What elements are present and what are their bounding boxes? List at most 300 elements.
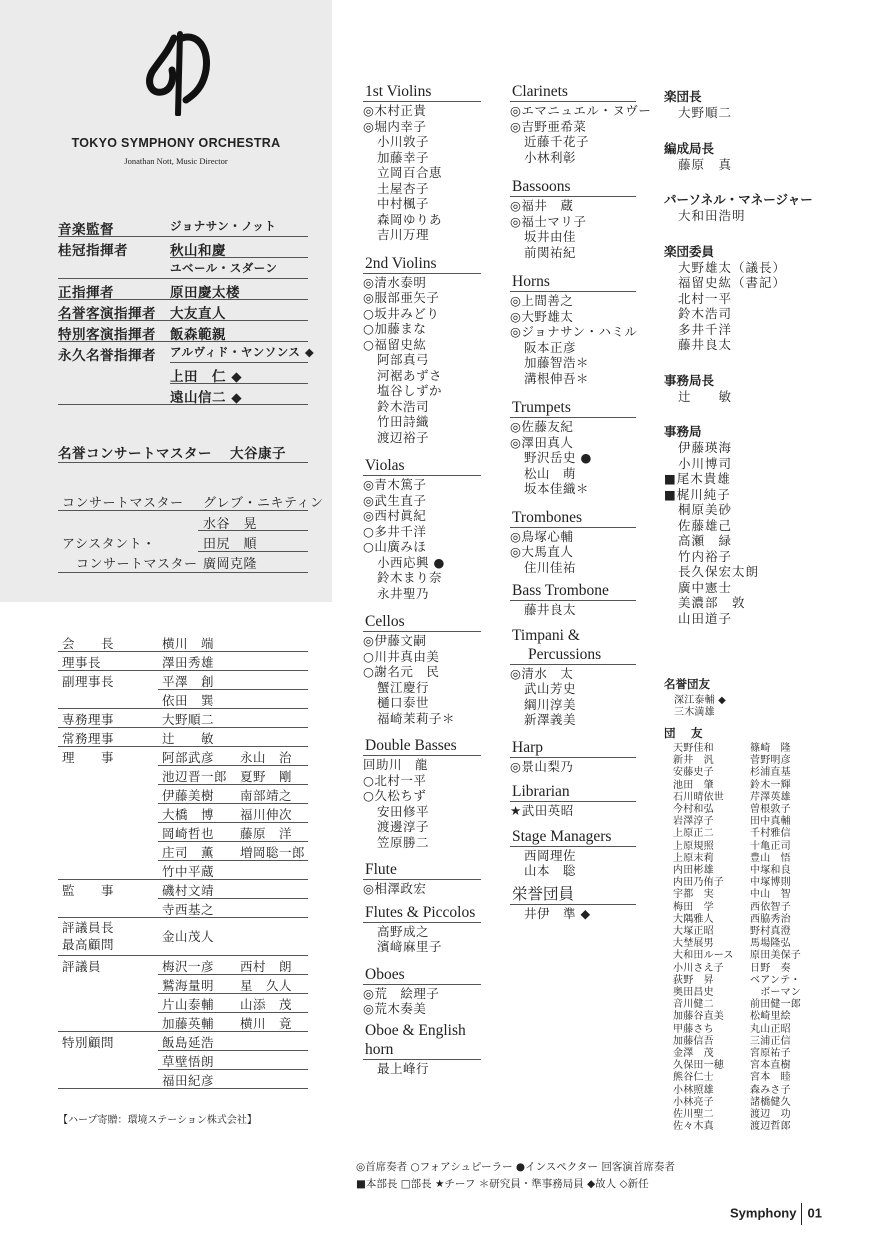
section-header <box>510 626 636 665</box>
board-member: 永山 治 <box>240 750 293 765</box>
admin-name: 北村一平 <box>678 290 733 306</box>
friend-name: 加藤谷直美 <box>673 1011 724 1023</box>
member-name: 新澤義美 <box>524 712 577 727</box>
section-block <box>363 860 481 897</box>
friend-name: 宮原祐子 <box>750 1048 791 1060</box>
honorary-cm-title: 名誉コンサートマスター <box>58 446 212 462</box>
section-header <box>363 612 481 632</box>
admin-title: 事務局 <box>664 424 702 439</box>
section-header <box>510 177 636 197</box>
member-name: 西岡理佐 <box>524 847 577 863</box>
friend-name: 杉浦直基 <box>750 767 791 779</box>
friend-name: 上原規照 <box>673 840 714 852</box>
friend-name: 内田乃侑子 <box>673 877 724 889</box>
leadership-title: 永久名誉指揮者 <box>58 348 156 364</box>
section-block <box>363 82 481 243</box>
member-name: 武山芳史 <box>524 681 577 696</box>
leadership-name: ユベール・スダーン <box>170 261 278 275</box>
honorary-member: 三木満雄 <box>674 707 715 719</box>
leadership-title: 正指揮者 <box>58 285 114 301</box>
admin-name: 竹内裕子 <box>678 548 733 564</box>
section-title: Horns <box>512 273 550 290</box>
member-name: 森岡ゆりあ <box>377 211 443 227</box>
member-name: ○坂井みどり <box>363 305 440 321</box>
section-header <box>510 782 636 802</box>
page-number: 01 <box>807 1205 822 1221</box>
leadership-name: 大友直人 <box>170 306 226 322</box>
friend-name: 中塚和良 <box>750 865 791 877</box>
admin-name: 高瀬 緑 <box>678 533 733 548</box>
member-name: ○久松ちず <box>363 788 427 803</box>
admin-title: 編成局長 <box>664 140 715 156</box>
friend-name: 中塚博則 <box>750 877 791 889</box>
section-block <box>510 885 636 922</box>
section-block <box>510 177 636 260</box>
member-name: 溝根伸吾＊ <box>524 370 590 386</box>
board-title: 評議員長 <box>62 920 115 935</box>
friend-name: 安藤史子 <box>673 767 714 779</box>
member-name: 永井聖乃 <box>377 585 430 601</box>
board-member: 片山泰輔 <box>162 997 215 1012</box>
board-member: 平澤 創 <box>162 674 215 689</box>
member-name: 塩谷しずか <box>377 383 443 398</box>
admin-name: 辻 敏 <box>678 388 733 404</box>
leadership-name: 原田慶太楼 <box>170 285 240 301</box>
asst-concertmaster-name: 廣岡克隆 <box>203 557 258 572</box>
member-name: 小川敦子 <box>377 134 430 149</box>
section-block <box>363 965 481 1017</box>
leadership-name: 上田 仁 ◆ <box>170 369 243 385</box>
leadership-row <box>58 323 226 343</box>
friend-name: 宇都 実 <box>673 889 714 901</box>
board-member: 岡崎哲也 <box>162 826 215 841</box>
section-title: Oboe & English horn <box>365 1021 466 1058</box>
friend-name: 西脇秀治 <box>750 913 791 925</box>
member-name: ◎武生直子 <box>363 492 427 508</box>
friend-name: 梅田 学 <box>673 901 714 913</box>
section-title: Clarinets <box>512 83 568 100</box>
admin-title: 楽団長 <box>664 89 702 104</box>
member-name: ◎木村正貴 <box>363 103 427 118</box>
leadership-title: 特別客演指揮者 <box>58 327 156 343</box>
admin-name: 藤原 真 <box>678 156 733 172</box>
section-block <box>510 398 636 497</box>
friend-name: 荻野 昇 <box>673 974 714 986</box>
member-name: ◎福井 蔵 <box>510 198 574 213</box>
harp-donation-note: 【ハープ寄贈：環境ステーション株式会社】 <box>58 1115 257 1126</box>
page-footer <box>730 1203 822 1225</box>
friend-name: 大塚正昭 <box>673 926 714 938</box>
board-title: 専務理事 <box>62 712 115 727</box>
member-name: 加藤智浩＊ <box>524 355 590 370</box>
friend-name: 佐川聖二 <box>673 1109 714 1121</box>
leadership-name: 秋山和慶 <box>170 243 226 259</box>
board-member: 夏野 剛 <box>240 769 293 784</box>
member-name: ◎青木篤子 <box>363 477 427 492</box>
member-name: 福崎茉莉子＊ <box>377 710 456 726</box>
member-name: ◎大野雄太 <box>510 308 574 324</box>
friend-name: 加藤信吾 <box>673 1035 714 1047</box>
leadership-row <box>58 302 226 322</box>
board-title: 副理事長 <box>62 674 115 689</box>
friend-name: 上原末莉 <box>673 852 714 864</box>
member-name: 住川佳祐 <box>524 559 577 575</box>
admin-name: 長久保宏太朗 <box>678 564 760 579</box>
section-header <box>510 738 636 758</box>
admin-name: 藤井良太 <box>678 337 733 352</box>
admin-name: 鈴木浩司 <box>678 306 733 321</box>
member-name: ◎荒木奏美 <box>363 1001 427 1016</box>
member-name: 井伊 準 ◆ <box>524 905 591 921</box>
board-title: 監 事 <box>62 883 115 898</box>
footer-label: Symphony <box>730 1205 797 1221</box>
leadership-name: 遠山信二 ◆ <box>170 390 243 406</box>
board-member: 福田紀彦 <box>162 1073 215 1088</box>
friend-name: 森みさ子 <box>750 1084 791 1096</box>
board-member: 鷲海量明 <box>162 978 215 993</box>
member-name: 坂井由佳 <box>524 229 577 244</box>
section-title: Double Basses <box>365 737 457 754</box>
legend-line-2: ■本部長 □部長 ★チーフ ＊研究員・準事務局員 ◆故人 ◇新任 <box>356 1178 649 1190</box>
board-title: 特別顧問 <box>62 1035 115 1050</box>
friend-name: 上原正二 <box>673 828 714 840</box>
concertmaster-title: コンサートマスター <box>62 496 184 511</box>
section-header <box>510 398 636 418</box>
board-member: 山添 茂 <box>240 997 293 1012</box>
friend-name: 松崎里絵 <box>750 1011 791 1023</box>
friend-name: 曽根敦子 <box>750 804 791 816</box>
member-name: 最上峰行 <box>377 1060 430 1076</box>
leadership-title: 名誉客演指揮者 <box>58 306 156 322</box>
board-member: 梅沢一彦 <box>162 959 215 974</box>
admin-name: ■梶川純子 <box>664 486 731 502</box>
friend-name: 渡辺哲郎 <box>750 1121 791 1133</box>
member-name: ◎清水泰明 <box>363 274 427 290</box>
member-name: 濱﨑麻里子 <box>377 939 443 954</box>
admin-title: 楽団委員 <box>664 243 715 259</box>
section-header <box>363 860 481 880</box>
friend-name: 豊山 悟 <box>750 852 791 864</box>
member-name: 鈴木まり奈 <box>377 570 443 585</box>
admin-block <box>664 244 844 353</box>
admin-title: パーソネル・マネージャー <box>664 192 813 207</box>
asst-concertmaster-title: コンサートマスター <box>76 557 198 572</box>
admin-name: ■尾木貴雄 <box>664 471 731 486</box>
friend-name: 中山 智 <box>750 889 791 901</box>
member-name: ★武田英昭 <box>510 803 574 818</box>
section-title: Timpani & <box>512 626 580 644</box>
legend-line-1: ◎首席奏者 ○フォアシュピーラー ●インスペクター 回客演首席奏者 <box>356 1161 675 1173</box>
board-title: 常務理事 <box>62 731 115 746</box>
friend-name: 馬場隆弘 <box>750 938 791 950</box>
board-member: 磯村文靖 <box>162 883 215 898</box>
admin-name: 大和田浩明 <box>678 208 746 223</box>
admin-title: 事務局長 <box>664 372 715 388</box>
section-header <box>363 903 481 923</box>
admin-name: 廣中憲士 <box>678 579 733 595</box>
board-title: 評議員 <box>62 959 102 974</box>
friend-name: 西依智子 <box>750 901 791 913</box>
section-header <box>510 827 636 847</box>
friend-name: 大埜展男 <box>673 938 714 950</box>
member-name: ◎相澤政宏 <box>363 881 427 896</box>
honorary-members <box>664 676 844 741</box>
friend-name: 田中真輔 <box>750 816 791 828</box>
member-name: ◎鳥塚心輔 <box>510 528 574 544</box>
member-name: 小林利彰 <box>524 149 577 165</box>
friend-name: 篠崎 隆 <box>750 743 791 754</box>
member-name: 坂本佳織＊ <box>524 481 590 496</box>
member-name: 渡辺裕子 <box>377 429 430 445</box>
section-block <box>510 626 636 728</box>
leadership-name: ジョナサン・ノット <box>170 219 277 233</box>
board-member: 横川 竟 <box>240 1016 293 1031</box>
board-member: 寺西基之 <box>162 902 215 917</box>
board-member: 飯島延浩 <box>162 1035 215 1050</box>
section-title: Flute <box>365 861 397 878</box>
friend-name: ボーマン <box>750 987 801 999</box>
section-title: Flutes & Piccolos <box>365 903 476 921</box>
member-name: ◎堀内幸子 <box>363 118 427 134</box>
administration-column <box>664 89 844 626</box>
friend-name: 内田彬雄 <box>673 865 714 877</box>
section-header <box>510 508 636 528</box>
board-member: 大野順二 <box>162 712 215 727</box>
board-member: 南部靖之 <box>240 788 293 803</box>
board-member: 庄司 薫 <box>162 845 215 860</box>
member-name: 綱川淳美 <box>524 696 577 712</box>
member-name: ◎エマニュエル・ヌヴー <box>510 103 652 118</box>
friend-name: 渡辺 功 <box>750 1109 791 1121</box>
member-name: ◎佐藤友紀 <box>510 419 574 434</box>
leadership-title: 音楽監督 <box>58 222 114 238</box>
friend-name: 音川健二 <box>673 999 714 1011</box>
section-header <box>363 965 481 985</box>
section-title: Bassoons <box>512 178 571 195</box>
friend-name: 岩澤淳子 <box>673 816 714 828</box>
friend-name: 三浦正信 <box>750 1035 791 1047</box>
board-title: 最高顧問 <box>62 937 115 952</box>
member-name: ◎西村眞紀 <box>363 508 427 523</box>
board-member: 池辺晋一郎 <box>162 769 228 784</box>
section-title: Librarian <box>512 783 570 800</box>
member-name: ◎伊藤文嗣 <box>363 633 427 648</box>
member-name: 笠原勝二 <box>377 834 430 850</box>
section-header <box>363 456 481 476</box>
member-name: 山本 聡 <box>524 863 577 878</box>
section-header <box>510 82 636 102</box>
section-block <box>510 82 652 165</box>
section-header <box>363 254 481 274</box>
member-name: 近藤千花子 <box>524 134 590 149</box>
friend-name: 久保田一穂 <box>673 1060 724 1072</box>
member-name: ◎清水 太 <box>510 665 574 681</box>
section-block <box>363 456 481 601</box>
section-title: Cellos <box>365 613 405 630</box>
friend-name: 金澤 茂 <box>673 1048 714 1060</box>
section-title: Trombones <box>512 508 583 526</box>
leadership-row <box>58 218 277 238</box>
section-header <box>363 82 481 102</box>
member-name: 高野成之 <box>377 923 430 939</box>
friend-name: 奥田昌史 <box>673 987 714 999</box>
member-name: ◎吉野亜希菜 <box>510 118 587 134</box>
friend-name: 今村和弘 <box>673 804 714 816</box>
section-title: 1st Violins <box>365 83 432 100</box>
friend-name: 天野佳和 <box>673 743 714 754</box>
board-member: 辻 敏 <box>162 731 215 746</box>
section-title: Oboes <box>365 965 405 983</box>
friend-name: 熊谷仁士 <box>673 1072 714 1084</box>
asst-concertmaster-title: アシスタント・ <box>62 537 156 552</box>
section-block <box>510 272 636 386</box>
member-name: 立岡百合恵 <box>377 165 443 180</box>
admin-name: 美濃部 敦 <box>678 595 746 610</box>
friend-name: 鈴木一輝 <box>750 779 791 791</box>
section-title: Stage Managers <box>512 827 612 845</box>
friend-name: 芹澤英雄 <box>750 791 791 803</box>
section-title: Violas <box>365 457 405 474</box>
friends-list-left <box>673 743 734 1134</box>
member-name: 前関祐紀 <box>524 244 577 260</box>
admin-name: 福留史紘（書記） <box>678 275 787 290</box>
member-name: 藤井良太 <box>524 602 577 617</box>
board-member: 金山茂人 <box>162 929 215 944</box>
board-member: 竹中平蔵 <box>162 864 215 879</box>
friend-name: 小川さえ子 <box>673 962 724 974</box>
admin-block <box>664 141 844 173</box>
member-name: 河裾あずさ <box>377 367 443 383</box>
section-block <box>510 581 636 618</box>
friends-title: 団 友 <box>664 726 705 741</box>
admin-block <box>664 373 844 405</box>
admin-block <box>664 89 844 121</box>
member-name: ◎ジョナサン・ハミル <box>510 324 638 339</box>
friend-name: 千村雅信 <box>750 828 791 840</box>
member-name: 回助川 龍 <box>363 757 429 772</box>
leadership-title: 桂冠指揮者 <box>58 243 128 259</box>
member-name: 鈴木浩司 <box>377 398 430 414</box>
member-name: ◎福士マリ子 <box>510 213 587 229</box>
board-member: 大橋 博 <box>162 807 215 822</box>
member-name: 小西応興 ● <box>377 554 445 570</box>
admin-name: 佐藤雄己 <box>678 517 733 533</box>
section-block <box>510 738 636 775</box>
honorary-members-title: 名誉団友 <box>664 677 710 691</box>
admin-name: 多井千洋 <box>678 321 733 337</box>
member-name: ◎澤田真人 <box>510 434 574 450</box>
section-title: Harp <box>512 738 543 756</box>
section-block <box>363 736 481 850</box>
asst-concertmaster-name: 田尻 順 <box>203 537 258 552</box>
friend-name: 甲藤さち <box>673 1023 714 1035</box>
friend-name: 菅野明彦 <box>750 755 791 767</box>
section-block <box>363 903 481 955</box>
section-header <box>510 885 636 905</box>
admin-name: 大野順二 <box>678 105 733 120</box>
member-name: ◎服部亜矢子 <box>363 290 440 305</box>
board-member: 星 久人 <box>240 978 293 993</box>
section-block <box>510 508 636 576</box>
board-member: 福川伸次 <box>240 807 293 822</box>
section-title: Percussions <box>528 645 602 663</box>
member-name: ○山廣みほ <box>363 539 427 554</box>
leadership-name: アルヴィド・ヤンソンス ◆ <box>170 345 315 359</box>
member-name: ○加藤まな <box>363 321 427 336</box>
section-header <box>510 581 636 601</box>
member-name: ○北村一平 <box>363 772 427 788</box>
section-header <box>363 1021 481 1060</box>
friend-name: 前田健一郎 <box>750 999 801 1011</box>
board-title: 会 長 <box>62 636 115 651</box>
friend-name: 原田美保子 <box>750 950 801 962</box>
musicians-column-1 <box>363 82 481 1076</box>
board-member: 加藤英輔 <box>162 1016 215 1031</box>
board-member: 増岡聡一郎 <box>240 845 306 860</box>
member-name: 加藤幸子 <box>377 149 430 165</box>
section-block <box>510 827 636 879</box>
member-name: 樋口泰世 <box>377 695 430 710</box>
board-member: 阿部武彦 <box>162 750 215 765</box>
friend-name: 日野 奏 <box>750 962 791 974</box>
member-name: 阿部真弓 <box>377 352 430 367</box>
friend-name: 諸橋健久 <box>750 1096 791 1108</box>
concertmaster-name: グレブ・ニキティン <box>203 496 324 511</box>
member-name: 中村楓子 <box>377 196 430 211</box>
section-block <box>363 254 481 446</box>
member-name: 渡邊淳子 <box>377 819 430 834</box>
section-header <box>363 736 481 756</box>
member-name: 土屋杏子 <box>377 180 430 196</box>
friend-name: 丸山正昭 <box>750 1023 791 1035</box>
member-name: ◎荒 絵理子 <box>363 985 440 1001</box>
board-member: 草壁悟朗 <box>162 1054 215 1069</box>
board-member: 西村 朗 <box>240 959 293 974</box>
honorary-cm-name: 大谷康子 <box>230 446 286 462</box>
leadership-row <box>58 344 315 364</box>
member-name: 吉川万理 <box>377 227 430 242</box>
board-member: 依田 巽 <box>162 693 215 708</box>
friend-name: 十亀正司 <box>750 840 791 852</box>
admin-name: 山田道子 <box>678 610 733 626</box>
member-name: 竹田詩織 <box>377 414 430 429</box>
section-block <box>363 612 481 726</box>
music-director-line: Jonathan Nott, Music Director <box>124 156 228 166</box>
friend-name: 佐々木真 <box>673 1121 714 1133</box>
board-member: 横川 端 <box>162 636 215 651</box>
section-title: 栄誉団員 <box>512 885 575 903</box>
admin-block <box>664 424 844 626</box>
section-header <box>510 272 636 292</box>
friend-name: 大和田ルース <box>673 950 734 962</box>
leadership-row <box>58 239 226 259</box>
board-title: 理 事 <box>62 750 115 765</box>
friend-name: 野村真澄 <box>750 926 791 938</box>
friend-name: ベアンテ・ <box>750 974 801 986</box>
section-title: 2nd Violins <box>365 254 437 272</box>
member-name: ◎景山梨乃 <box>510 758 574 774</box>
friend-name: 小林照雄 <box>673 1084 714 1096</box>
member-name: ○川井真由美 <box>363 648 440 664</box>
leadership-name: 飯森範親 <box>170 327 226 343</box>
section-block <box>363 1021 481 1077</box>
friend-name: 石川晴依世 <box>673 791 724 803</box>
honorary-member: 深江泰輔 ◆ <box>674 695 727 706</box>
member-name: 蟹江慶行 <box>377 679 430 695</box>
friend-name: 新井 汎 <box>673 755 714 767</box>
admin-name: 桐原美砂 <box>678 502 733 517</box>
member-name: ○福留史紘 <box>363 336 427 352</box>
